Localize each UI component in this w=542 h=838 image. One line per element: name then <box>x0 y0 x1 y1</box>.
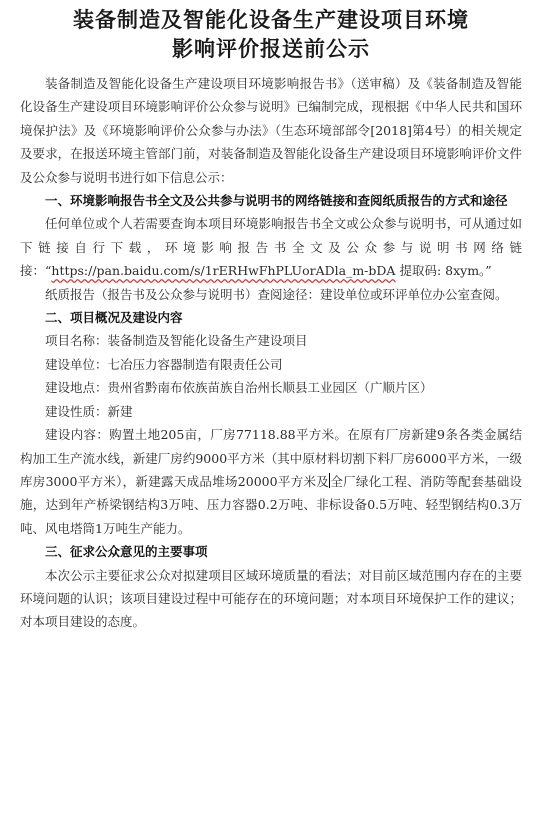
builder-unit: 建设单位：七冶压力容器制造有限责任公司 <box>45 356 283 372</box>
build-content-a: 建设内容：购置土地205亩，厂房77118.88平方米。在原有厂房新建9条各类金属结构加工生产流水线，新建厂房约9000平方米（其中原材料切割下料厂房6000平方米，一级库房3000平方米），新建露天成品堆场20000平方米及 <box>20 427 522 489</box>
section1-heading: 一、环境影响报告书全文及公共参与说明书的网络链接和查阅纸质报告的方式和途径 <box>45 193 508 209</box>
extraction-code: 提取码: 8xym。” <box>395 263 492 279</box>
build-content-b: 全厂绿化工程、消防等配套基础设施，达到年产桥梁钢结构3万吨、压力容器0.2万吨、非标设备0.5万吨、轻型钢结构0.3万吨、风电塔筒1万吨生产能力。 <box>20 473 522 536</box>
section1-para1: 任何单位或个人若需要查询本项目环境影响报告书全文或公众参与说明书，可从通过如下链接自行下载，环境影响报告书全文及公众参与说明书网络链接： <box>20 216 522 279</box>
document-title <box>20 6 522 64</box>
title-line-2: 影响评价报送前公示 <box>172 37 370 61</box>
build-location: 建设地点：贵州省黔南布依族苗族自治州长顺县工业园区（广顺片区） <box>45 380 433 396</box>
intro-paragraph: 装备制造及智能化设备生产建设项目环境影响报告书》（送审稿）及《装备制造及智能化设备生产建设项目环境影响评价公众参与说明》已编制完成，现根据《中华人民共和国环境保护法》及《环境影响评价公众参与办法》（生态环境部部令[2018]第4号）的相关规定及要求，在报送环境主管部门前，对装备制造及智能化设备生产建设项目环境影响评价文件及公众参与说明书进行如下信息公示： <box>20 76 522 185</box>
build-nature: 建设性质：新建 <box>45 403 133 419</box>
download-link[interactable]: https://pan.baidu.com/s/1rERHwFhPLUorADla_m-bDA <box>51 263 396 279</box>
section2-heading: 二、项目概况及建设内容 <box>45 310 183 326</box>
section3-heading: 三、征求公众意见的主要事项 <box>45 544 208 560</box>
project-name: 项目名称：装备制造及智能化设备生产建设项目 <box>45 333 308 349</box>
section3-paragraph: 本次公示主要征求公众对拟建项目区域环境质量的看法；对目前区域范围内存在的主要环境问题的认识；该项目建设过程中可能存在的环境问题；对本项目环境保护工作的建议；对本项目建设的态度。 <box>20 567 522 630</box>
build-content <box>20 423 522 540</box>
section1-paragraph <box>20 212 522 282</box>
link-open-quote: “ <box>45 263 52 279</box>
section1-paper-copy: 纸质报告（报告书及公众参与说明书）查阅途径：建设单位或环评单位办公室查阅。 <box>45 286 508 302</box>
title-line-1: 装备制造及智能化设备生产建设项目环境 <box>73 8 469 32</box>
